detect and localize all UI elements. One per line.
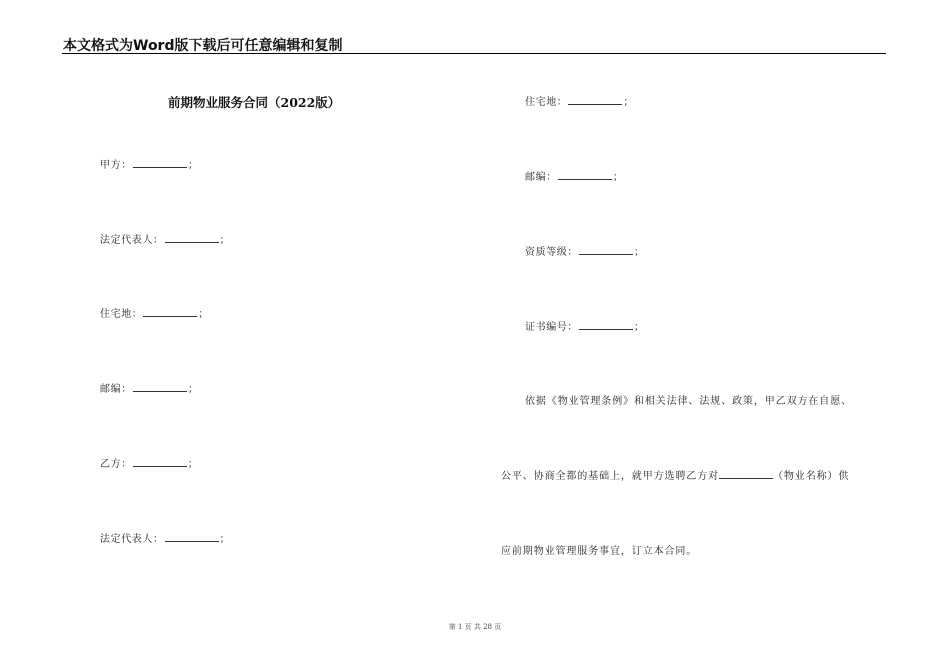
field-label: 证书编号： [525, 322, 578, 333]
fill-blank [579, 320, 633, 330]
field-qualification-level [525, 243, 645, 258]
field-end-mark: ； [219, 235, 231, 246]
fill-blank [133, 382, 187, 392]
document-title: 前期物业服务合同（2022版） [168, 95, 341, 110]
field-legal-representative-a [100, 231, 230, 246]
paragraph-line-1: 依据《物业管理条例》和相关法律、法规、政策，甲乙双方在自愿、 [525, 396, 852, 407]
field-end-mark: ； [219, 534, 231, 545]
document-header-banner: 本文格式为Word版下载后可任意编辑和复制 [63, 38, 343, 54]
header-divider [62, 53, 886, 54]
fill-blank [165, 233, 219, 243]
field-address-b [525, 93, 634, 108]
fill-blank [165, 532, 219, 542]
field-label: 法定代表人： [100, 534, 164, 545]
paragraph-line-2 [501, 467, 849, 482]
field-label: 邮编： [100, 384, 132, 395]
fill-blank [579, 245, 633, 255]
fill-blank [143, 307, 197, 317]
field-end-mark: ； [634, 247, 645, 258]
field-end-mark: ； [187, 384, 199, 395]
field-party-b [100, 455, 198, 470]
field-certificate-number [525, 318, 645, 333]
field-end-mark: ； [623, 97, 635, 108]
field-end-mark: ； [634, 322, 645, 333]
fill-blank [568, 95, 622, 105]
field-postcode-b [525, 168, 623, 183]
field-label: 邮编： [525, 172, 557, 183]
field-end-mark: ； [198, 309, 210, 320]
fill-blank [133, 457, 187, 467]
field-label: 住宅地： [100, 309, 143, 320]
field-end-mark: ； [187, 459, 199, 470]
field-label: 资质等级： [525, 247, 578, 258]
field-label: 甲方： [100, 160, 132, 171]
field-legal-representative-b [100, 530, 230, 545]
field-label: 住宅地： [525, 97, 568, 108]
page-number-footer: 第 1 页 共 28 页 [448, 623, 502, 631]
field-label: 乙方： [100, 459, 132, 470]
field-postcode-a [100, 380, 198, 395]
field-party-a [100, 156, 198, 171]
paragraph-line-3: 应前期物业管理服务事宜，订立本合同。 [501, 546, 698, 557]
paragraph-text: 公平、协商全都的基础上，就甲方选聘乙方对 [501, 471, 719, 482]
field-end-mark: ； [187, 160, 199, 171]
field-label: 法定代表人： [100, 235, 164, 246]
field-address-a [100, 305, 209, 320]
fill-blank [558, 170, 612, 180]
fill-blank [133, 158, 187, 168]
paragraph-text: （物业名称）供 [773, 471, 850, 482]
fill-blank [719, 469, 773, 479]
field-end-mark: ； [612, 172, 624, 183]
